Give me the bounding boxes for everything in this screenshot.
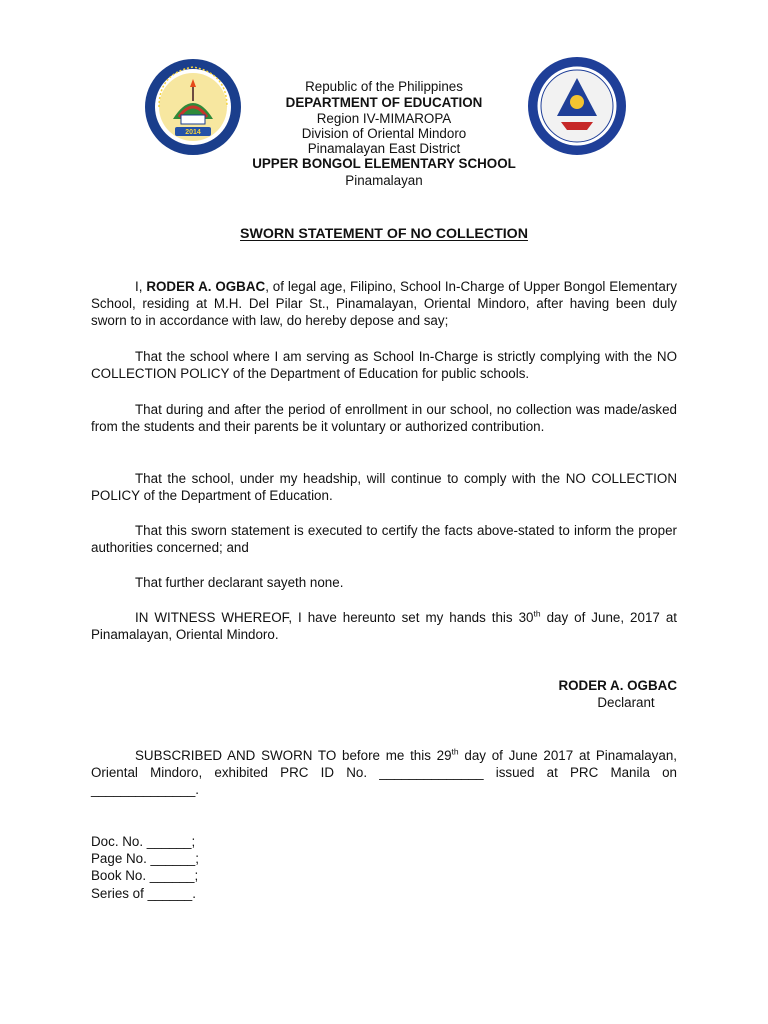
letterhead-department: DEPARTMENT OF EDUCATION: [285, 95, 483, 110]
page-number: Page No. ______;: [91, 851, 199, 867]
book-number: Book No. ______;: [91, 868, 199, 884]
seal-year: 2014: [185, 129, 201, 136]
paragraph-compliance: That the school where I am serving as School In-Charge is strictly complying with the NO COLLECTION POLICY of the Department of Education for public schools.: [91, 349, 677, 382]
letterhead-republic: Republic of the Philippines: [305, 79, 463, 94]
letterhead-region: Region IV-MIMAROPA: [316, 111, 452, 126]
paragraph-enrollment: That during and after the period of enrollment in our school, no collection was made/asked from the students and their parents be it voluntary or authorized contribution.: [91, 402, 677, 435]
paragraph-witness: IN WITNESS WHEREOF, I have hereunto set my hands this 30th day of June, 2017 at Pinamalayan, Oriental Mindoro.: [91, 608, 678, 643]
paragraph-headship: That the school, under my headship, will continue to comply with the NO COLLECTION POLICY of the Department of Education.: [91, 471, 677, 504]
letterhead-school: UPPER BONGOL ELEMENTARY SCHOOL: [252, 156, 516, 171]
notarial-register: [91, 833, 199, 902]
paragraph-purpose: That this sworn statement is executed to certify the facts above-stated to inform the proper authorities concerned; and: [91, 523, 677, 556]
doc-number: Doc. No. ______;: [91, 834, 196, 849]
paragraph-jurat: SUBSCRIBED AND SWORN TO before me this 29th day of June 2017 at Pinamalayan, Oriental Mindoro, exhibited PRC ID No. ______________ issued at PRC Manila on ______________.: [91, 746, 677, 798]
signature-name: RODER A. OGBAC: [558, 678, 677, 693]
paragraph-sayeth-none: That further declarant sayeth none.: [135, 575, 344, 590]
letterhead-town: Pinamalayan: [345, 173, 423, 188]
letterhead-district: Pinamalayan East District: [307, 141, 461, 156]
letterhead-division: Division of Oriental Mindoro: [301, 126, 467, 141]
series-of: Series of ______.: [91, 885, 196, 901]
paragraph-declarant: I, RODER A. OGBAC, of legal age, Filipino, School In-Charge of Upper Bongol Elementary School, residing at M.H. Del Pilar St., Pinamalayan, Oriental Mindoro, after having been duly sworn to in accordance with law, do hereby depose and say;: [91, 279, 677, 329]
signature-role: Declarant: [597, 695, 655, 710]
document-title: SWORN STATEMENT OF NO COLLECTION: [240, 226, 528, 242]
declarant-name: RODER A. OGBAC: [146, 279, 266, 294]
